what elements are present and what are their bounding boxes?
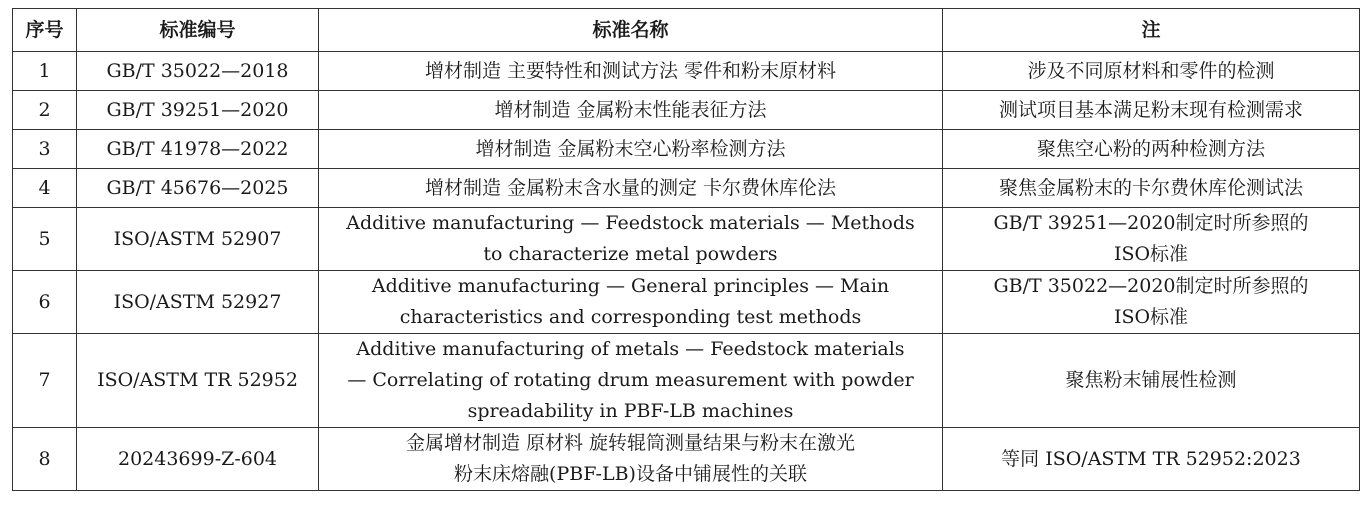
note [943,130,1360,169]
table-row [13,169,1360,208]
standard-name [319,208,943,271]
note-text: 测试项目基本满足粉末现有检测需求 [998,99,1303,121]
standard-name-text: 增材制造 金属粉末性能表征方法 [494,99,767,121]
note [943,334,1360,428]
standard-name [319,130,943,169]
note-text: GB/T 35022—2020制定时所参照的 ISO标准 [993,275,1309,328]
row-number: 8 [13,428,77,491]
standard-name [319,169,943,208]
table-row [13,208,1360,271]
note [943,271,1360,334]
note-text: 等同 ISO/ASTM TR 52952:2023 [1001,447,1301,470]
row-number: 3 [13,130,77,169]
standard-name-text: Additive manufacturing — General principles — Main characteristics and corresponding test methods [371,275,890,328]
header-standard-name: 标准名称 [319,9,943,52]
standard-name-text: 增材制造 金属粉末空心粉率检测方法 [475,138,786,160]
note [943,428,1360,491]
standard-name-text: Additive manufacturing — Feedstock materials — Methods to characterize metal powders [346,212,915,265]
note [943,91,1360,130]
standard-name [319,334,943,428]
table-row [13,91,1360,130]
header-standard-code: 标准编号 [77,9,319,52]
standard-code: ISO/ASTM 52927 [77,271,319,334]
note-text: 涉及不同原材料和零件的检测 [1027,60,1275,82]
row-number: 6 [13,271,77,334]
standard-name-text: 金属增材制造 原材料 旋转辊筒测量结果与粉末在激光 粉末床熔融(PBF-LB)设备中铺展性的关联 [405,432,856,485]
row-number: 2 [13,91,77,130]
standard-name [319,271,943,334]
standard-name-text: Additive manufacturing of metals — Feedstock materials — Correlating of rotating drum measurement with powder spreadability in PBF-LB machines [347,338,914,422]
header-note: 注 [943,9,1360,52]
row-number: 5 [13,208,77,271]
standard-code: GB/T 41978—2022 [77,130,319,169]
standard-name-text: 增材制造 金属粉末含水量的测定 卡尔费休库伦法 [424,177,837,199]
standard-code: ISO/ASTM TR 52952 [77,334,319,428]
standard-code: GB/T 35022—2018 [77,52,319,91]
table-row [13,334,1360,428]
note-text: GB/T 39251—2020制定时所参照的 ISO标准 [993,212,1309,265]
note-text: 聚焦空心粉的两种检测方法 [1036,138,1265,160]
row-number: 1 [13,52,77,91]
standard-code: ISO/ASTM 52907 [77,208,319,271]
standard-code: GB/T 39251—2020 [77,91,319,130]
standard-name [319,52,943,91]
note [943,52,1360,91]
row-number: 7 [13,334,77,428]
header-serial-number: 序号 [13,9,77,52]
standard-name [319,91,943,130]
note-text: 聚焦金属粉末的卡尔费休库伦测试法 [998,177,1303,199]
table-header-row [13,9,1360,52]
note [943,169,1360,208]
table-row [13,130,1360,169]
standard-name-text: 增材制造 主要特性和测试方法 零件和粉末原材料 [424,60,837,82]
standard-name [319,428,943,491]
table-row [13,52,1360,91]
note-text: 聚焦粉末铺展性检测 [1065,369,1237,391]
standards-table [12,8,1360,491]
note [943,208,1360,271]
standard-code: GB/T 45676—2025 [77,169,319,208]
table-row [13,271,1360,334]
table-row [13,428,1360,491]
standard-code: 20243699-Z-604 [77,428,319,491]
row-number: 4 [13,169,77,208]
